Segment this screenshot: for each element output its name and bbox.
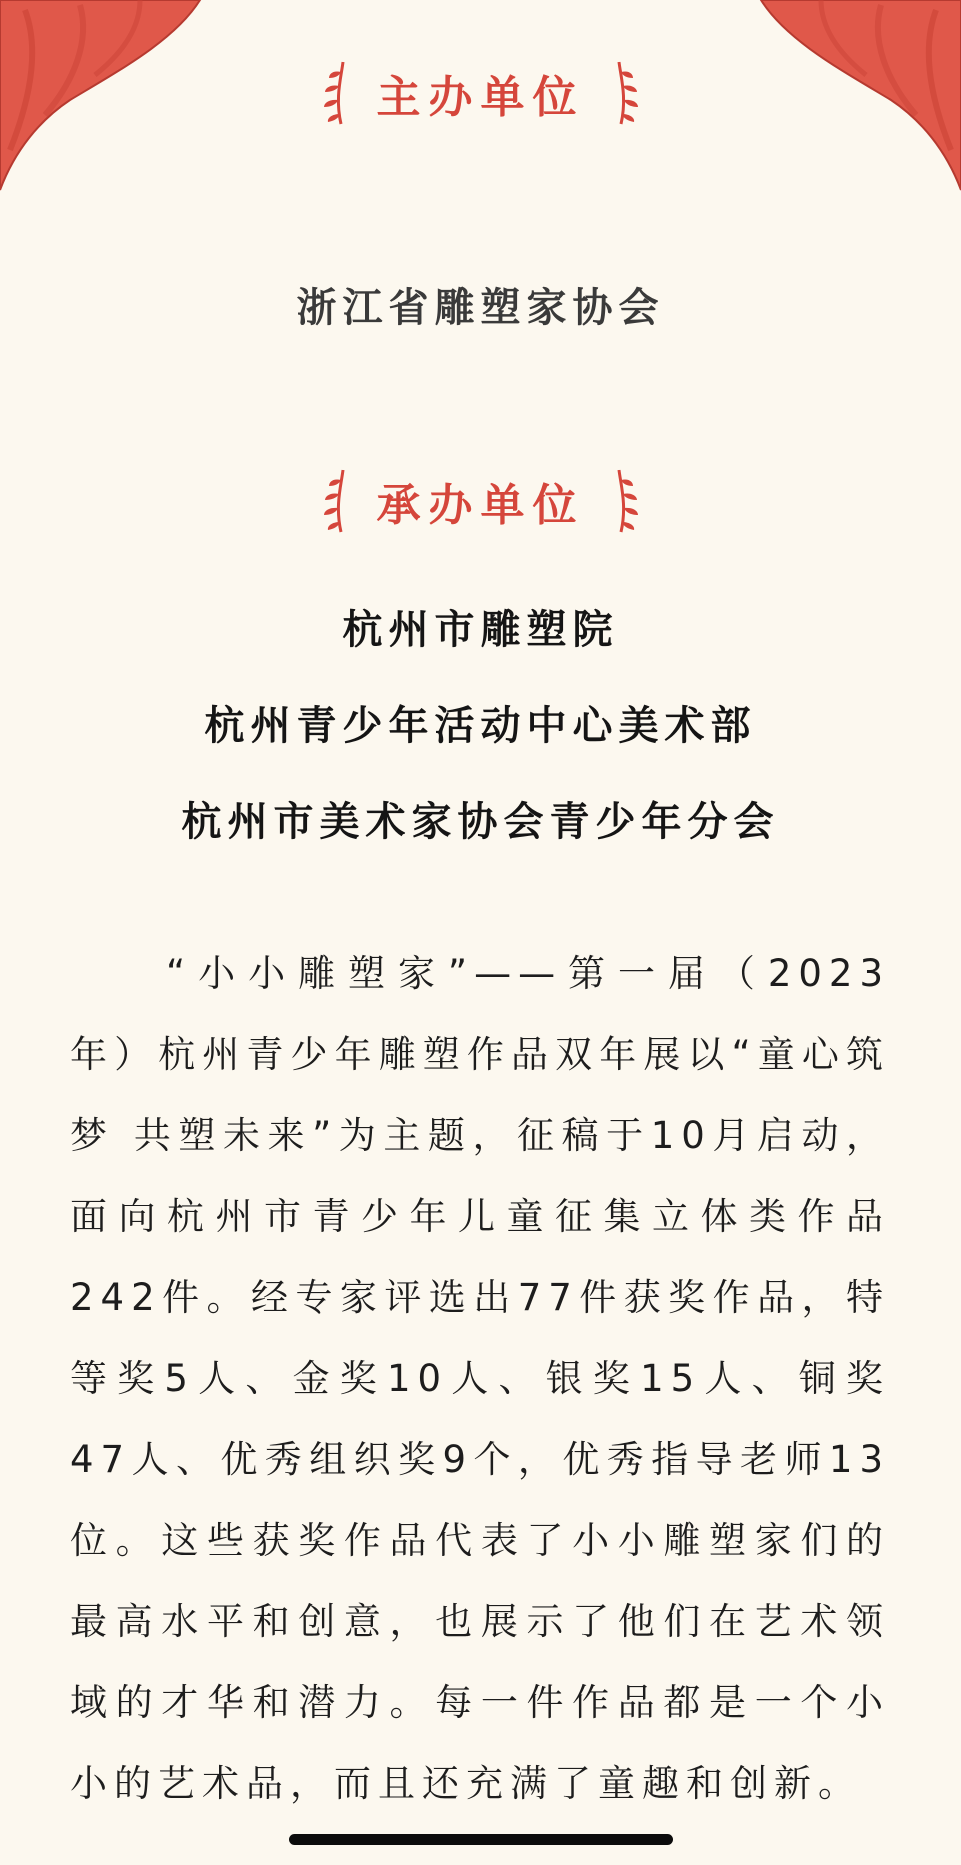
home-indicator[interactable] [289, 1834, 673, 1845]
sponsor-heading [0, 58, 961, 128]
organizer-org-name: 杭州市美术家协会青少年分会 [181, 799, 780, 845]
sponsor-org-name: 浙江省雕塑家协会 [296, 285, 665, 331]
laurel-icon [319, 466, 355, 536]
event-description: “小小雕塑家”——第一届（2023年）杭州青少年雕塑作品双年展以“童心筑梦 共塑未来”为主题，征稿于10月启动，面向杭州市青少年儿童征集立体类作品242件。经专家评选出77件获奖作品，特等奖5人、金奖10人、银奖15人、铜奖47人、优秀组织奖9个，优秀指导老师13位。这些获奖作品代表了小小雕塑家们的最高水平和创意，也展示了他们在艺术领域的才华和潜力。每一件作品都是一个小小的艺术品，而且还充满了童趣和创新。 [70, 952, 890, 1805]
organizer-list [0, 604, 961, 892]
laurel-icon [607, 58, 643, 128]
organizer-heading [0, 466, 961, 536]
laurel-icon [607, 466, 643, 536]
organizer-title: 承办单位 [376, 480, 585, 531]
laurel-icon [319, 58, 355, 128]
organizer-org-name: 杭州市雕塑院 [342, 607, 619, 653]
organizer-org-name: 杭州青少年活动中心美术部 [204, 703, 757, 749]
sponsor-title: 主办单位 [376, 72, 585, 123]
